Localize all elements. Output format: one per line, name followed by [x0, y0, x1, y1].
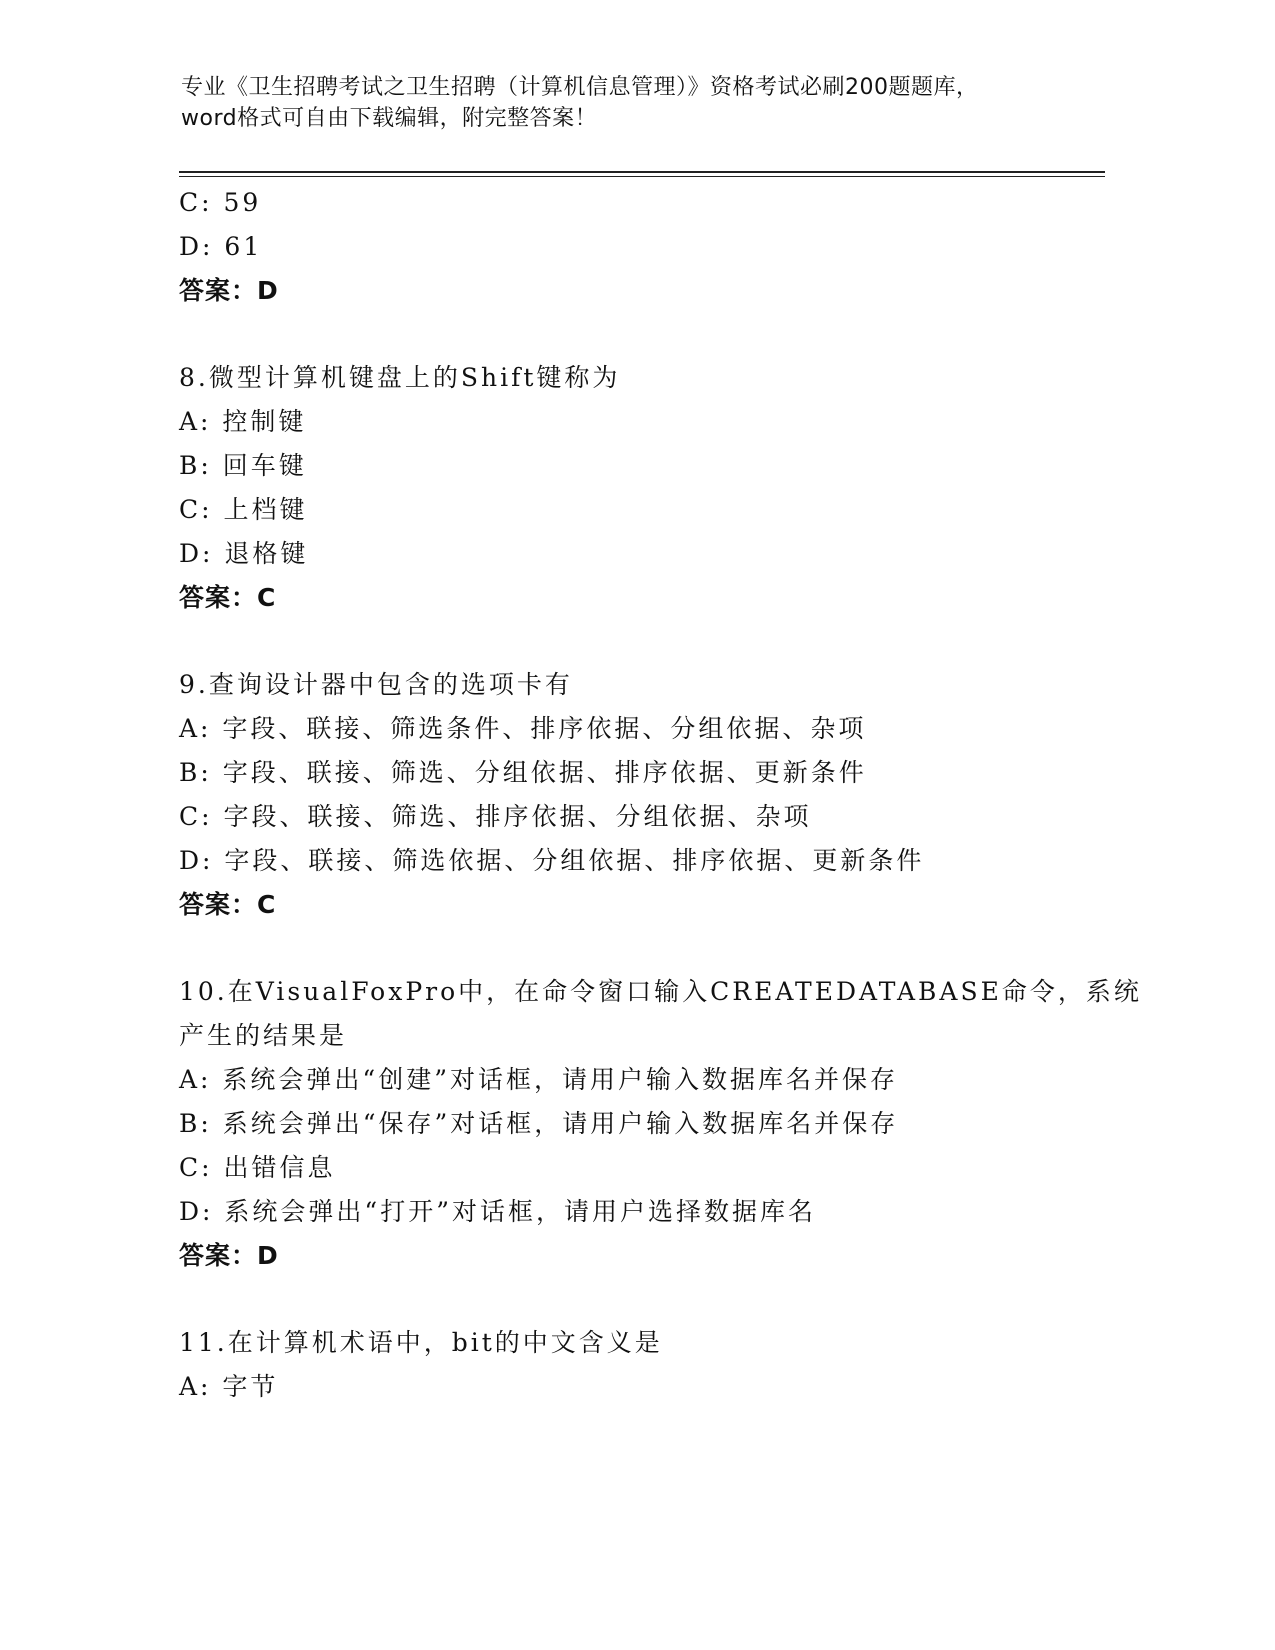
- answer-line: 答案：C: [179, 890, 277, 919]
- block-spacer: [179, 313, 1079, 356]
- answer-line: 答案：D: [179, 1241, 279, 1270]
- option-a: A: 字段、联接、筛选条件、排序依据、分组依据、杂项: [179, 714, 867, 743]
- question-block-q9: [179, 663, 1079, 927]
- question-block-q8: [179, 356, 1079, 620]
- header-divider-thick: [179, 171, 1105, 173]
- option-b: B: 回车键: [179, 451, 307, 480]
- option-a: A: 控制键: [179, 407, 307, 436]
- block-spacer: [179, 927, 1079, 970]
- question-block-q10: [179, 970, 1142, 1278]
- answer-line: 答案：D: [179, 276, 279, 305]
- header-divider-thin: [179, 176, 1105, 177]
- answer-line: 答案：C: [179, 583, 277, 612]
- option-d: D: 61: [179, 232, 263, 261]
- option-a: A: 系统会弹出“创建”对话框，请用户输入数据库名并保存: [179, 1065, 898, 1094]
- question-text: 8.微型计算机键盘上的Shift键称为: [179, 363, 621, 392]
- option-a: A: 字节: [179, 1372, 279, 1401]
- header-line-1: 专业《卫生招聘考试之卫生招聘（计算机信息管理）》资格考试必刷200题题库，: [181, 75, 979, 100]
- question-text: 10.在VisualFoxPro中，在命令窗口输入CREATEDATABASE命令，系统: [179, 977, 1142, 1006]
- question-list: [179, 181, 1142, 1409]
- block-spacer: [179, 620, 1079, 663]
- question-text: 11.在计算机术语中，bit的中文含义是: [179, 1328, 663, 1357]
- option-d: D: 退格键: [179, 539, 309, 568]
- block-spacer: [179, 1278, 1079, 1321]
- option-c: C: 59: [179, 188, 262, 217]
- option-d: D: 字段、联接、筛选依据、分组依据、排序依据、更新条件: [179, 846, 925, 875]
- option-b: B: 字段、联接、筛选、分组依据、排序依据、更新条件: [179, 758, 867, 787]
- question-block-q11: [179, 1321, 1079, 1409]
- option-b: B: 系统会弹出“保存”对话框，请用户输入数据库名并保存: [179, 1109, 899, 1138]
- option-d: D: 系统会弹出“打开”对话框，请用户选择数据库名: [179, 1197, 816, 1226]
- question-text-continued: 产生的结果是: [179, 1021, 348, 1050]
- question-text: 9.查询设计器中包含的选项卡有: [179, 670, 573, 699]
- header-line-2: word格式可自由下载编辑，附完整答案！: [181, 106, 598, 131]
- question-block-q7-tail: [179, 181, 1079, 313]
- document-header: [181, 72, 1061, 134]
- option-c: C: 字段、联接、筛选、排序依据、分组依据、杂项: [179, 802, 812, 831]
- option-c: C: 上档键: [179, 495, 308, 524]
- option-c: C: 出错信息: [179, 1153, 336, 1182]
